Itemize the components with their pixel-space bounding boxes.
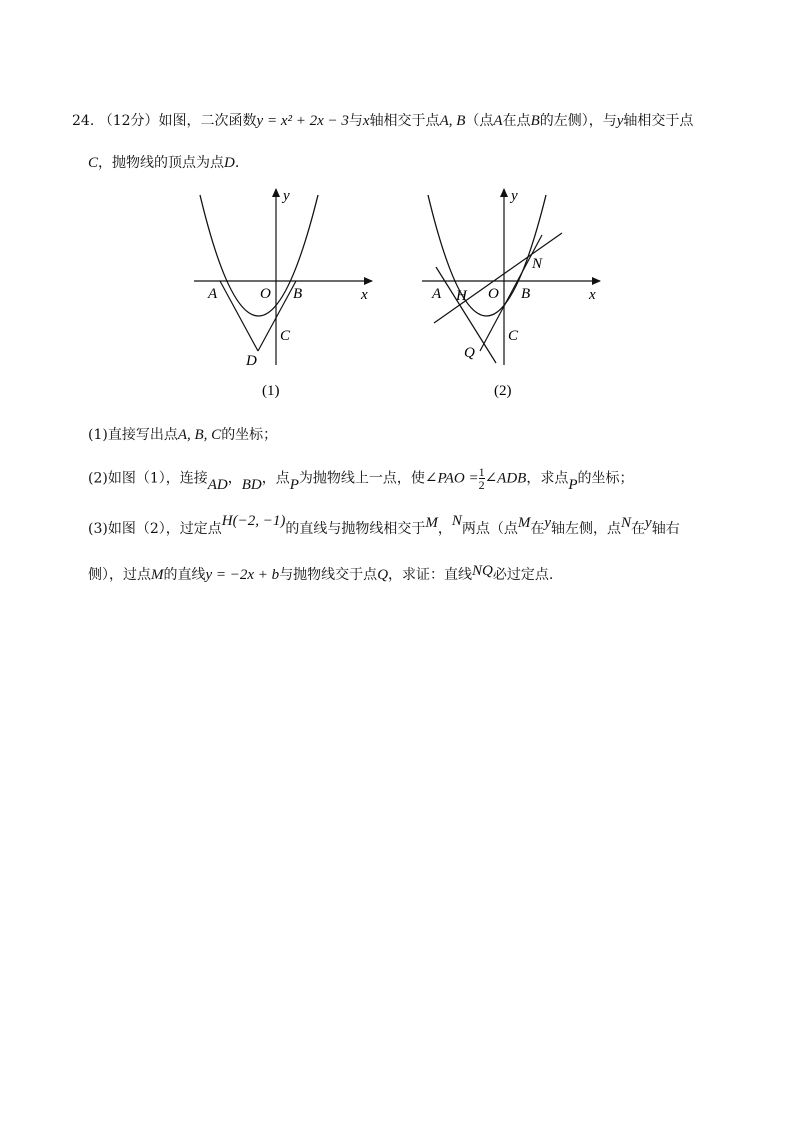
text: 轴相交于点 xyxy=(369,113,440,129)
problem-score: （12分） xyxy=(98,113,159,129)
text: （点 xyxy=(465,113,494,129)
label-h: H xyxy=(456,288,467,304)
text: 为抛物线上一点，使 xyxy=(298,470,425,487)
label-a: A xyxy=(208,286,218,302)
point-n: N xyxy=(451,513,462,529)
part-2 xyxy=(88,466,634,491)
text: . xyxy=(234,155,240,171)
part-3-line-1 xyxy=(88,513,680,538)
segment-ad-label: AD xyxy=(207,476,228,493)
point-a: A xyxy=(493,113,503,129)
var-y: y xyxy=(645,515,652,531)
text: 的直线 xyxy=(163,567,206,583)
text: ，求点 xyxy=(526,470,569,487)
label-a: A xyxy=(432,286,442,302)
label-x: x xyxy=(589,287,596,303)
label-y: y xyxy=(511,188,518,204)
label-o: O xyxy=(488,286,499,302)
text: 的坐标； xyxy=(577,470,634,487)
figure-1 xyxy=(180,185,380,405)
angle-pao: ∠PAO = xyxy=(424,470,479,487)
text: 在点 xyxy=(502,113,531,129)
point-n: N xyxy=(621,515,632,531)
line-equation: y = −2x + b xyxy=(205,567,280,583)
text: 侧），过点 xyxy=(88,567,151,583)
text: 轴左侧，点 xyxy=(551,521,622,537)
text: ，点 xyxy=(261,470,290,487)
label-c: C xyxy=(280,328,291,344)
text: 的直线与抛物线相交于 xyxy=(285,521,426,537)
label-b: B xyxy=(293,286,303,302)
text: 如图，二次函数 xyxy=(158,113,257,129)
text: 的坐标； xyxy=(221,427,278,443)
text: 与抛物线交于点 xyxy=(279,567,378,583)
line-nq-label: NQ xyxy=(472,563,493,579)
angle-adb: ∠ADB xyxy=(484,470,527,487)
caption-2: (2) xyxy=(494,383,512,399)
numerator: 1 xyxy=(478,465,485,479)
var-y: y xyxy=(616,113,624,129)
denominator: 2 xyxy=(478,478,485,492)
point-q: Q xyxy=(377,567,389,583)
point-h: H(−2, −1) xyxy=(221,513,286,529)
label-o: O xyxy=(260,286,271,302)
segment-bd-label: BD xyxy=(241,476,262,493)
point-c: C xyxy=(88,155,99,171)
figure-2 xyxy=(412,185,612,405)
text: 轴相交于点 xyxy=(623,113,694,129)
point-p: P xyxy=(289,476,299,493)
label-d: D xyxy=(246,353,257,369)
text: ， xyxy=(227,470,242,487)
var-x: x xyxy=(362,113,370,129)
label-c: C xyxy=(508,328,519,344)
segment-ad xyxy=(220,281,258,351)
points-ab: A, B xyxy=(439,113,466,129)
problem-line-2 xyxy=(88,152,239,172)
points-abc: A, B, C xyxy=(177,427,222,443)
text: ， xyxy=(437,521,452,537)
point-p: P xyxy=(568,476,578,493)
quadratic-function: y = x² + 2x − 3 xyxy=(256,113,349,129)
point-m: M xyxy=(425,515,438,531)
problem-number: 24. xyxy=(72,113,95,129)
problem-line-1 xyxy=(72,110,693,130)
label-b: B xyxy=(521,286,531,302)
text: 必过定点. xyxy=(492,567,554,583)
text: (2)如图（1），连接 xyxy=(88,470,208,487)
text: (3)如图（2），过定点 xyxy=(88,521,222,537)
label-n: N xyxy=(532,256,543,272)
part-3-line-2 xyxy=(88,564,553,584)
part-1 xyxy=(88,424,277,444)
point-d: D xyxy=(224,155,235,171)
var-y: y xyxy=(544,515,552,531)
text: 的左侧），与 xyxy=(539,113,617,129)
text: ，求证：直线 xyxy=(388,567,473,583)
text: 轴右 xyxy=(651,521,680,537)
text: 在 xyxy=(631,521,646,537)
text: 与 xyxy=(348,113,363,129)
label-x: x xyxy=(361,287,368,303)
text: ，抛物线的顶点为点 xyxy=(98,155,225,171)
text: 在 xyxy=(530,521,545,537)
text: 两点（点 xyxy=(461,521,518,537)
text: (1)直接写出点 xyxy=(88,427,178,443)
label-q: Q xyxy=(464,345,475,361)
point-m: M xyxy=(517,515,531,531)
caption-1: (1) xyxy=(262,383,280,399)
label-y: y xyxy=(283,188,290,204)
point-m: M xyxy=(151,567,164,583)
point-b: B xyxy=(530,113,540,129)
